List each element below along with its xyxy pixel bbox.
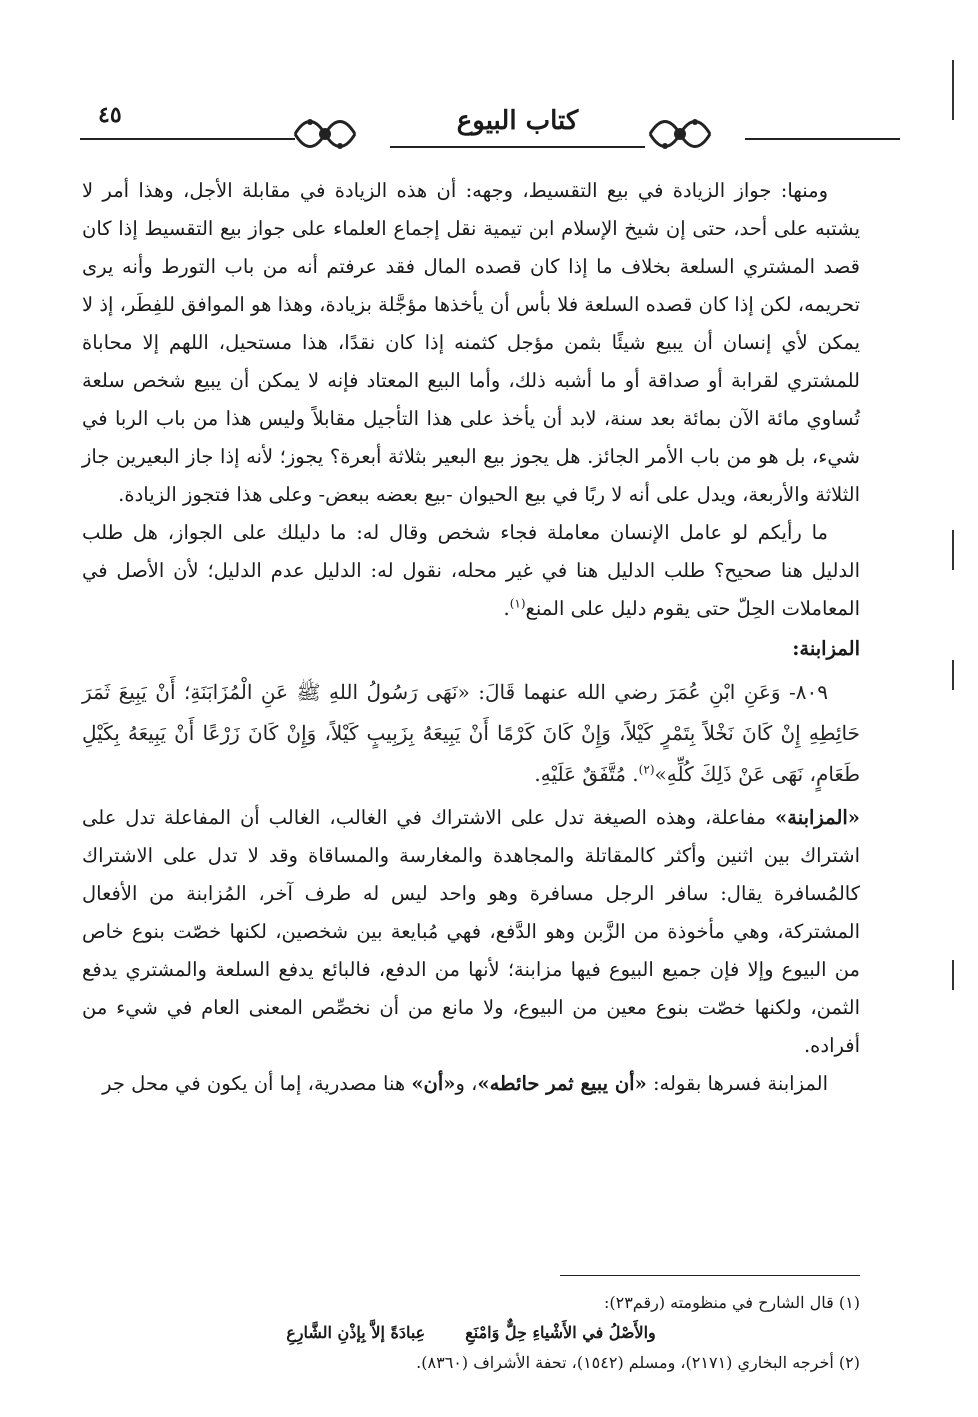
section-heading: المزابنة: [792,637,860,660]
paragraph-2 [82,514,860,628]
term-muzabana: «المزابنة» [775,806,860,829]
ornament-left-icon [290,104,360,164]
ornament-right-icon [645,104,715,164]
paragraph-4-end: هنا مصدرية، إما أن يكون في محل جر [102,1072,412,1095]
running-title: كتاب البيوع [456,106,579,136]
verse-hemistich-2: عِبادَةً إلاَّ بِإذْنِ الشَّارِعِ [286,1323,426,1342]
page-header [80,100,900,170]
paragraph-3-text: مفاعلة، وهذه الصيغة تدل على الاشتراك في الغالب، الغالب أن المفاعلة تدل على اشتراك بين اثنين وأكثر كالمقاتلة والمجاهدة والمغارسة والمساقاة وقد لا تدل على الاشتراك كالمُسافرة يقال: سافر الرجل مسافرة وهو واحد ليس له طرف آخر، المُزابنة من الأفعال المشتركة، وهي مأخوذة من الزَّبن وهو الدَّفع، فهي مُبايعة بين شخصين، لكنها خصّت بنوع خاص من البيوع وإلا فإن جميع البيوع فيها مزابنة؛ لأنها من الدفع، فالبائع يدفع السلعة والمشتري يدفع الثمن، ولكنها خصّت بنوع معين من البيوع، ولا مانع من أن نخصِّص المعنى العام في شيء من أفراده. [82,806,860,1057]
header-rule-right [745,138,900,140]
paragraph-2-end: . [503,597,510,620]
header-rule-center [390,146,645,148]
main-text [82,172,860,1103]
paragraph-4-start: المزابنة فسرها بقوله: [646,1072,828,1095]
quoted-word: «أن» [411,1072,456,1095]
footnotes [82,1288,860,1378]
footnote-ref-1: (١) [509,596,526,611]
header-rule-left [80,138,295,140]
footnote-verse [82,1318,860,1348]
page-number: ٤٥ [98,102,122,128]
footnote-ref-2: (٢) [638,762,655,777]
paragraph-3 [82,799,860,1065]
verse-hemistich-1: والأَصْلُ في الأَشْياءِ حِلٌّ وَامْنَعِ [465,1323,656,1342]
hadith-end: . مُتَّفَقٌ عَلَيْهِ. [534,762,639,786]
quoted-phrase: «أن يبيع ثمر حائطه» [477,1072,647,1095]
paragraph-2-text: ما رأيكم لو عامل الإنسان معاملة فجاء شخص وقال له: ما دليلك على الجواز، هل طلب الدليل هنا صحيح؟ طلب الدليل هنا في غير محله، نقول له: الدليل عدم الدليل؛ لأن الأصل في المعاملات الحِلّ حتى يقوم دليل على المنع [82,521,860,620]
footnote-1: (١) قال الشارح في منظومته (رقم٢٣): [603,1293,860,1312]
paragraph-4-mid: ، و [455,1072,478,1095]
paragraph-1: ومنها: جواز الزيادة في بيع التقسيط، وجهه: أن هذه الزيادة في مقابلة الأجل، وهذا أمر لا يشتبه على أحد، حتى إن شيخ الإسلام ابن تيمية نقل إجماع العلماء على جواز بيع التقسيط إذا كان قصد المشتري السلعة بخلاف ما إذا كان قصده المال فقد عرفتم أنه من باب التورط وأنه يرى تحريمه، لكن إذا كان قصده السلعة فلا بأس أن يأخذها مؤجَّلة بزيادة، وهذا هو الموافق للفِطَر، إذ لا يمكن لأي إنسان أن يبيع شيئًا بثمن مؤجل كثمنه إذا كان نقدًا، هذا مستحيل، اللهم إلا محاباة للمشتري لقرابة أو صداقة أو ما أشبه ذلك، وأما البيع المعتاد فإنه لا يمكن أن يبيع شخص سلعة تُساوي مائة الآن بمائة بعد سنة، لابد أن يأخذ على هذا التأجيل مقابلاً وليس هذا من باب الربا في شيء، بل هو من باب الأمر الجائز. هل يجوز بيع البعير بثلاثة أبعرة؟ يجوز؛ لأنه إذا جاز البعيرين جاز الثلاثة والأربعة، ويدل على أنه لا ربًا في بيع الحيوان -بيع بعضه ببعض- وعلى هذا فتجوز الزيادة. [82,179,860,506]
scan-edge-marks [952,60,958,1360]
hadith-text [82,672,860,795]
paragraph-4 [82,1065,860,1103]
footnote-2: (٢) أخرجه البخاري (٢١٧١)، ومسلم (١٥٤٢)، تحفة الأشراف (٨٣٦٠). [416,1353,860,1372]
hadith-body: ٨٠٩- وَعَنِ ابْنِ عُمَرَ رضي الله عنهما قَالَ: «نَهَى رَسُولُ اللهِ ﷺ عَنِ الْمُزَابَنَةِ؛ أَنْ يَبِيعَ ثَمَرَ حَائِطِهِ إِنْ كَانَ نَخْلاً بِتَمْرٍ كَيْلاً، وَإِنْ كَانَ كَرْمًا أَنْ يَبِيعَهُ بِزَبِيبٍ كَيْلاً، وَإِنْ كَانَ زَرْعًا أَنْ يَبِيعَهُ بِكَيْلِ طَعَامٍ، نَهَى عَنْ ذَلِكَ كُلِّهِ» [82,680,860,786]
footnote-separator [560,1275,860,1276]
